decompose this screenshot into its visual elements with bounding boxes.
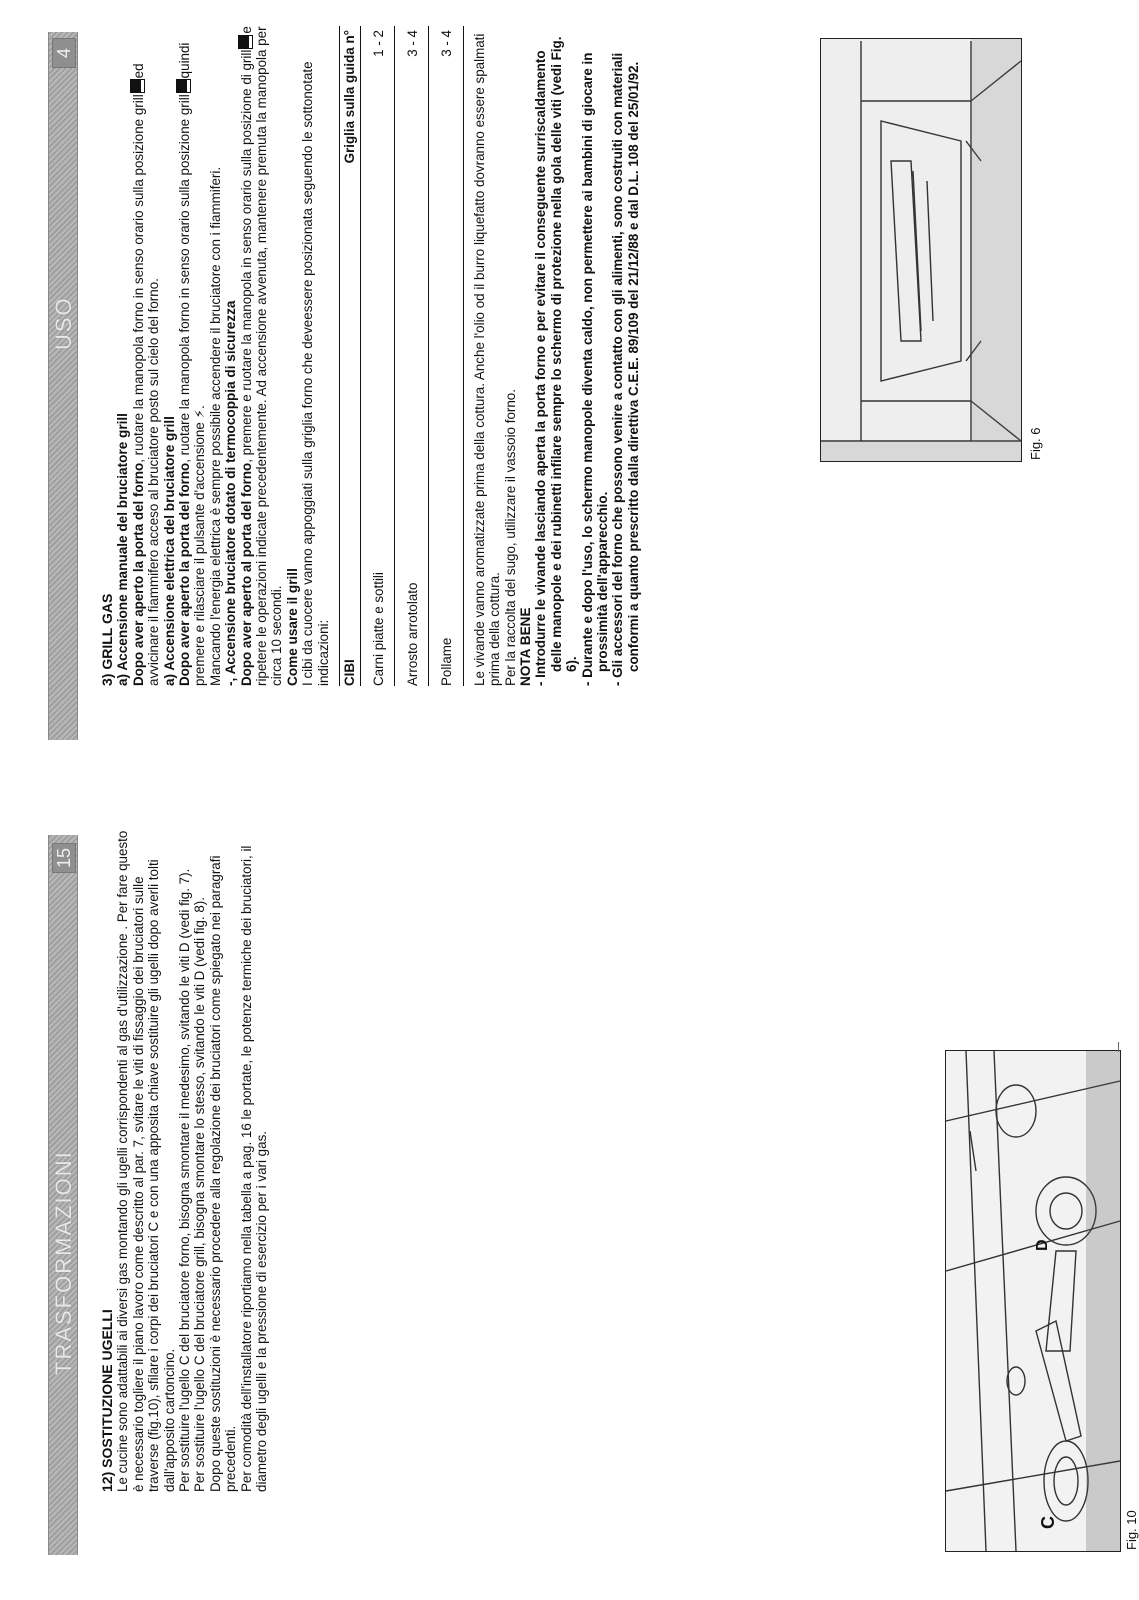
grill-symbol-icon (239, 36, 252, 48)
nota-bene-list (533, 26, 641, 686)
heading-nota-bene: NOTA BENE (517, 607, 533, 686)
left-page-number: 15 (52, 843, 76, 873)
table-header-rack: Griglia sulla guida n° (340, 26, 360, 387)
right-banner-title: USO (51, 296, 76, 350)
list-item: - Durante e dopo l'uso, lo schermo manopole diventa caldo, non permettere ai bambini di giocare in prossimità dell'apparecchio. (579, 52, 610, 686)
left-page (0, 800, 1139, 1600)
fold-mark (1118, 1042, 1119, 1052)
table-cell-rack: 1 - 2 (360, 26, 394, 387)
grill-symbol-icon (131, 80, 144, 92)
table-cell-food: Arrosto arrotolato (394, 387, 428, 686)
table-header-row (340, 26, 360, 686)
table-row (394, 26, 428, 686)
electric-ignition-note: Mancando l'energia elettrica è sempre possibile accendere il bruciatore con i fiammiferi. (207, 166, 223, 686)
paragraph: Per comodità dell'installatore riportiamo nella tabella a pag. 16 le portate, le potenze termiche dei bruciatori, il diametro degli ugelli e la pressione di esercizio per i vari gas. (238, 845, 270, 1492)
table-cell-rack: 3 - 4 (394, 26, 428, 387)
grill-symbol-icon (177, 80, 190, 92)
table-cell-food: Carni piatte e sottili (360, 387, 394, 686)
paragraph: Per sostituire l'ugello C del bruciatore forno, bisogna smontare il medesimo, svitando le viti D (vedi fig. 7). (177, 868, 193, 1492)
list-item: - Gli accessori del forno che possono venire a contatto con gli alimenti, sono costruiti con materiali conformi a quanto prescritto dalla direttiva C.E.E. 89/109 del 21/12/88 e dal D.L. 108 del 25/01/92. (610, 52, 641, 686)
figure-6-oven-shield (820, 38, 1022, 462)
right-content (100, 26, 641, 686)
figure-10-caption: Fig. 10 (1124, 1510, 1139, 1550)
paragraph: Le cucine sono adattabili ai diversi gas montando gli ugelli corrispondenti al gas d'utilizzazione . Per fare questo è necessario togliere il piano lavoro come descritto al par. 7, svitare le viti di fissaggio dei bruciatori sulle traverse (fig.10), sfilare i corpi dei bruciatori C e con una apposita chiave sostituire gli ugelli dopo averli tolti dall'apposito cartoncino. (115, 830, 177, 1492)
cooking-table (339, 26, 464, 686)
electric-ignition-text: Dopo aver aperto la porta del forno, ruotare la manopola forno in senso orario sulla posizione grillquindi premere e rilasciare il pulsante d'accensione ⚡. (177, 42, 208, 686)
spark-ignition-icon: ⚡ (192, 409, 208, 419)
right-page (0, 0, 1131, 800)
heading-electric-ignition: a) Accensione elettrica del bruciatore grill (161, 416, 177, 686)
heading-thermocouple: -, Accensione bruciatore dotato di termocoppia di sicurezza (223, 300, 239, 686)
paragraph: Per sostituire l'ugello C del bruciatore grill, bisogna smontare lo stesso, svitando le viti D (vedi fig. 8). (192, 897, 208, 1492)
manual-ignition-text: Dopo aver aperto la porta del forno, ruotare la manopola forno in senso orario sulla posizione grilled avvicinare il fiammifero acceso al bruciatore posto sul cielo del forno. (130, 63, 162, 686)
section-title-grill-gas: 3) GRILL GAS (99, 593, 115, 686)
right-banner (48, 32, 78, 740)
left-content (100, 827, 269, 1492)
left-banner (48, 835, 78, 1555)
figure-label-d: D (1034, 1239, 1051, 1251)
table-cell-food: Pollame (429, 387, 463, 686)
left-banner-title: TRASFORMAZIONI (51, 1150, 76, 1375)
section-title-ugelli: 12) SOSTITUZIONE UGELLI (99, 1309, 115, 1492)
figure-6-caption: Fig. 6 (1028, 427, 1043, 460)
table-header-food: CIBI (340, 387, 360, 686)
thermocouple-text: Dopo aver aperto al porta del forno, premere e ruotare la manopola in senso orario sulla posizione di grille ripetere le operazioni indicate precedentemente. Ad accensione avvenuta, mantenere premuta la manopola per circa 10 secondi. (238, 26, 285, 686)
table-cell-rack: 3 - 4 (429, 26, 463, 387)
right-page-number: 4 (52, 38, 76, 68)
table-row (429, 26, 463, 686)
list-item: - Introdurre le vivande lasciando aperta la porta forno e per evitare il conseguente surriscaldamento delle manopole e dei rubinetti infilare sempre lo schermo di protezione nella gola delle viti (vedi Fig. 6). (533, 36, 580, 686)
how-to-use-text: I cibi da cuocere vanno appoggiati sulla griglia forno che deveessere posizionata seguendo le sottonotate indicazioni: (300, 61, 331, 686)
after-table-text: Le vivande vanno aromatizzate prima della cottura. Anche l'olio od il burro liquefatto dovranno essere spalmati prima della cottura. (471, 33, 503, 686)
after-table-text: Per la raccolta del sugo, utilizzare il vassoio forno. (502, 389, 518, 686)
paragraph: Dopo queste sostituzioni è necessario procedere alla regolazione dei bruciatori come spiegato nei paragrafi precedenti. (207, 855, 239, 1492)
heading-manual-ignition: a) Accensione manuale del bruciatore grill (115, 413, 131, 686)
figure-10-burner-nozzle (945, 1050, 1121, 1552)
heading-how-to-use: Come usare il grill (284, 568, 300, 686)
figure-label-c: C (1038, 1516, 1058, 1529)
table-row (360, 26, 394, 686)
